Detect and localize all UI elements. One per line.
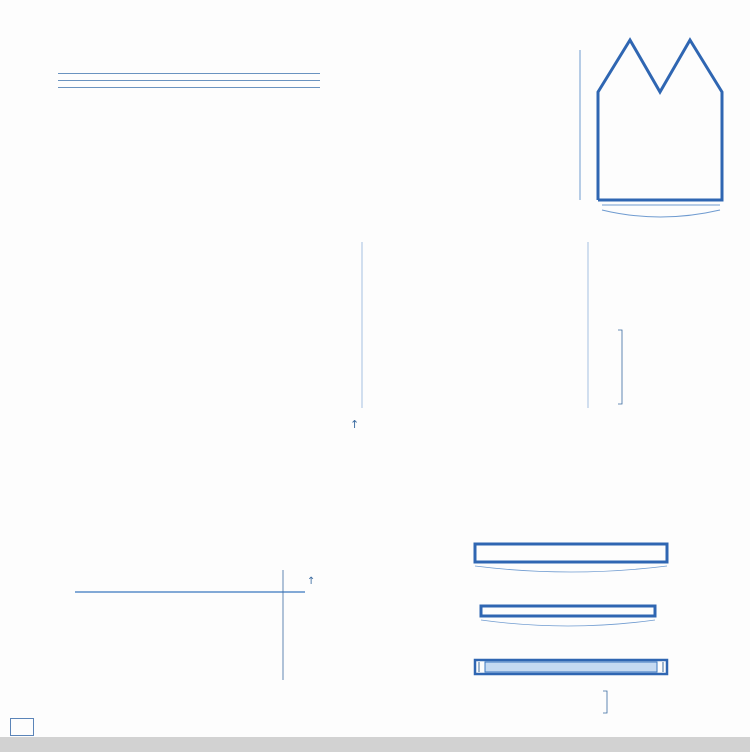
pattern-chart xyxy=(340,232,630,498)
page-number xyxy=(10,718,34,736)
tape-overlay xyxy=(485,662,657,672)
bag-outline xyxy=(598,40,722,200)
bottom-bar xyxy=(0,737,750,752)
divider xyxy=(58,80,320,81)
bottom-finish-diagram xyxy=(55,522,345,680)
foundation-brace xyxy=(602,210,720,217)
instructions-column xyxy=(58,70,320,91)
arrow-up-icon: ↑ xyxy=(307,576,316,587)
cloth-strip xyxy=(475,544,667,562)
start-arrow-icon: ↑ xyxy=(350,418,360,431)
divider xyxy=(58,87,320,88)
body-diagram xyxy=(560,10,750,230)
page-title xyxy=(58,20,62,41)
divider xyxy=(58,73,320,74)
handle-diagram xyxy=(455,538,750,718)
tape-strip xyxy=(481,606,655,616)
